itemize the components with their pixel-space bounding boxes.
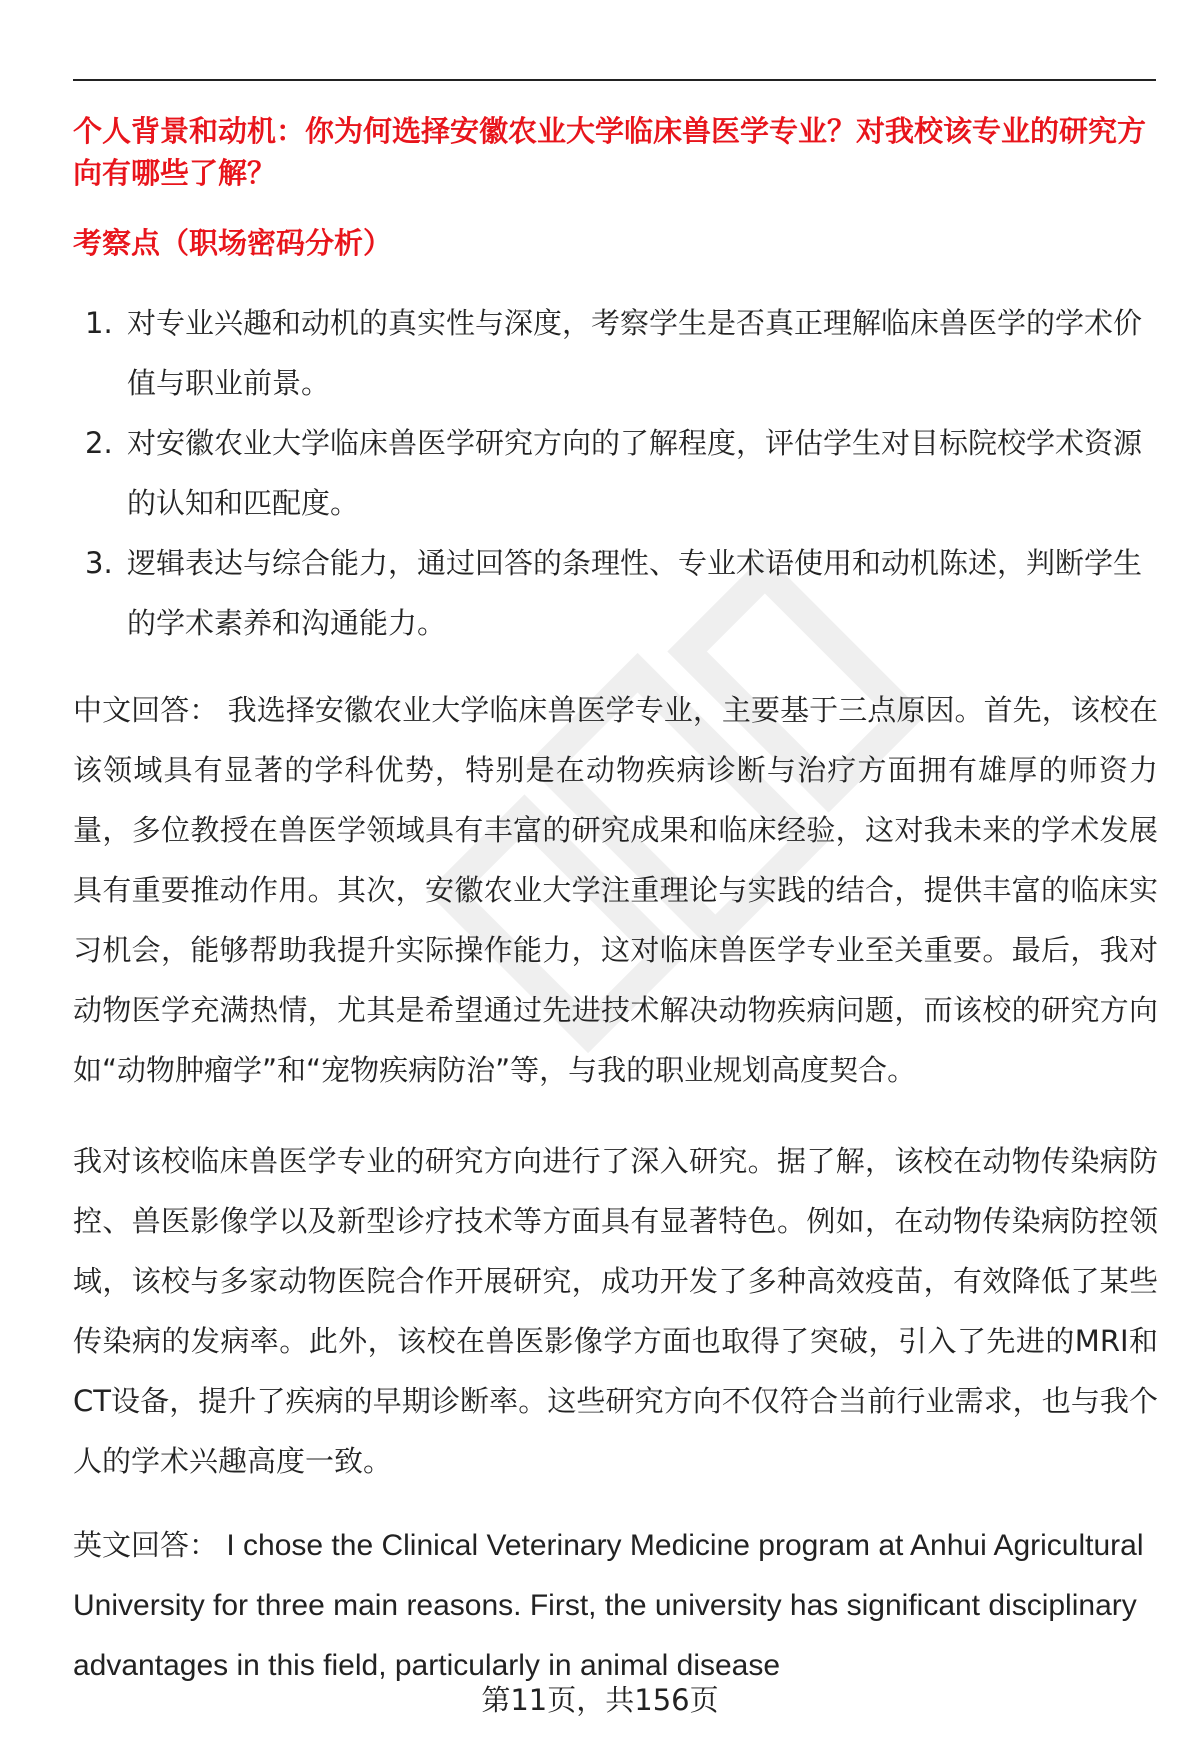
english-answer-label: 英文回答： <box>73 1528 219 1562</box>
chinese-answer-text: 我选择安徽农业大学临床兽医学专业，主要基于三点原因。首先，该校在该领域具有显著的学科优势，特别是在动物疾病诊断与治疗方面拥有雄厚的师资力量，多位教授在兽医学领域具有丰富的研究成果和临床经验，这对我未来的学术发展具有重要推动作用。其次，安徽农业大学注重理论与实践的结合，提供丰富的临床实习机会，能够帮助我提升实际操作能力，这对临床兽医学专业至关重要。最后，我对动物医学充满热情，尤其是希望通过先进技术解决动物疾病问题，而该校的研究方向如“动物肿瘤学”和“宠物疾病防治”等，与我的职业规划高度契合。 <box>73 693 1158 1087</box>
list-number: 2. <box>85 426 113 460</box>
list-item <box>73 533 1158 653</box>
english-answer-paragraph <box>73 1515 1158 1695</box>
section-heading: 考察点（职场密码分析） <box>73 226 393 260</box>
assessment-points-list <box>73 293 1158 653</box>
chinese-answer-label: 中文回答： <box>73 693 219 727</box>
list-number: 1. <box>85 306 113 340</box>
english-answer-text: I chose the Clinical Veterinary Medicine program at Anhui Agricultural University for three main reasons. First, the university has significant disciplinary advantages in this field, particularly in animal disease <box>73 1529 1144 1682</box>
chinese-answer-paragraph-2: 我对该校临床兽医学专业的研究方向进行了深入研究。据了解，该校在动物传染病防控、兽医影像学以及新型诊疗技术等方面具有显著特色。例如，在动物传染病防控领域，该校与多家动物医院合作开展研究，成功开发了多种高效疫苗，有效降低了某些传染病的发病率。此外，该校在兽医影像学方面也取得了突破，引入了先进的MRI和CT设备，提升了疾病的早期诊断率。这些研究方向不仅符合当前行业需求，也与我个人的学术兴趣高度一致。 <box>73 1144 1158 1478</box>
list-text: 对专业兴趣和动机的真实性与深度，考察学生是否真正理解临床兽医学的学术价值与职业前景。 <box>127 306 1143 400</box>
top-rule <box>73 79 1156 81</box>
question-title: 个人背景和动机：你为何选择安徽农业大学临床兽医学专业？对我校该专业的研究方向有哪些了解？ <box>73 114 1147 190</box>
list-item <box>73 413 1158 533</box>
list-number: 3. <box>85 546 113 580</box>
chinese-answer-paragraph-1 <box>73 680 1158 1100</box>
list-item <box>73 293 1158 413</box>
page-number-footer: 第11页，共156页 <box>481 1683 719 1717</box>
list-text: 逻辑表达与综合能力，通过回答的条理性、专业术语使用和动机陈述，判断学生的学术素养和沟通能力。 <box>127 546 1143 640</box>
list-text: 对安徽农业大学临床兽医学研究方向的了解程度，评估学生对目标院校学术资源的认知和匹配度。 <box>127 426 1143 520</box>
